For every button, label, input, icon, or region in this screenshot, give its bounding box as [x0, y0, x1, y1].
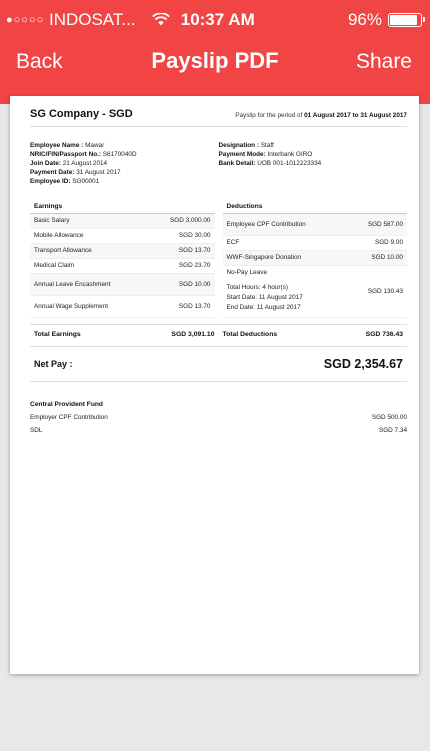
status-time: 10:37 AM [180, 10, 255, 29]
deductions-table [219, 200, 408, 318]
table-row: Annual Wage Supplement SGD 13.70 [30, 296, 215, 318]
signal-strength-icon: ●○○○○ [6, 14, 45, 26]
table-row: ECF SGD 9.00 [223, 236, 408, 251]
total-earnings-value: SGD 3,091.10 [171, 331, 215, 338]
page-title: Payslip PDF [151, 48, 279, 73]
employee-info [30, 141, 407, 186]
earnings-table [30, 200, 219, 318]
table-row: Employer CPF Contribution SGD 500.00 [30, 414, 407, 421]
wifi-icon [152, 10, 175, 29]
battery-percent: 96% [347, 10, 382, 29]
cpf-header: Central Provident Fund [30, 401, 103, 408]
employee-name: Mawar [85, 142, 105, 149]
payslip-document[interactable] [10, 96, 419, 674]
carrier-name: INDOSAT... [48, 10, 136, 29]
join-date: 21 August 2014 [62, 160, 108, 167]
nric-number: S6170040D [102, 151, 137, 158]
employee-info-right: Designation : Staff Payment Mode: Interbank GIRO Bank Detail: UOB 001-1012223334 [218, 142, 322, 167]
bottom-area [0, 688, 430, 751]
back-button[interactable]: Back [16, 50, 63, 73]
company-name: SG Company - SGD [30, 108, 133, 120]
designation: Staff [260, 142, 274, 149]
table-row: Medical Claim SGD 23.70 [30, 259, 215, 274]
net-pay [30, 347, 407, 382]
table-row: WWF-Singapore Donation SGD 10.00 [223, 251, 408, 266]
earnings-header: Earnings [30, 200, 215, 214]
net-pay-value: SGD 2,354.67 [323, 357, 403, 371]
no-pay-leave-row: No-Pay Leave Total Hours: 4 hour(s) Start Date: 11 August 2017 End Date: 11 August 2017 SGD 130.43 [223, 266, 408, 318]
table-row: Employee CPF Contribution SGD 587.00 [223, 214, 408, 236]
battery-icon [388, 13, 422, 27]
net-pay-label: Net Pay : [34, 359, 73, 369]
total-deductions-label: Total Deductions [222, 331, 278, 338]
table-row: Transport Allowance SGD 13.70 [30, 244, 215, 259]
bank-detail: UOB 001-1012223334 [257, 160, 322, 167]
status-bar [0, 8, 430, 32]
payslip-header [30, 108, 407, 127]
total-deductions-value: SGD 736.43 [365, 331, 403, 338]
table-row: Mobile Allowance SGD 30.00 [30, 229, 215, 244]
table-row: SDL SGD 7.34 [30, 427, 407, 434]
employee-info-left: Employee Name : Mawar NRIC/FIN/Passport No.: S6170040D Join Date: 21 August 2014 Payment Date: 31 August 2017 Employee ID: SG00001 [30, 142, 137, 185]
navigation-bar [0, 44, 430, 84]
share-button[interactable]: Share [355, 50, 412, 73]
deductions-header: Deductions [223, 200, 408, 214]
payment-mode: Interbank GIRO [267, 151, 313, 158]
table-row: Annual Leave Encashment SGD 10.00 [30, 274, 215, 296]
payment-date: 31 August 2017 [76, 169, 121, 176]
employee-id: SG00001 [72, 178, 100, 185]
table-row: Basic Salary SGD 3,000.00 [30, 214, 215, 229]
total-earnings-label: Total Earnings [34, 331, 81, 338]
earnings-deductions [30, 200, 407, 318]
top-bar [0, 0, 430, 104]
totals-row [30, 324, 407, 347]
pay-period: Payslip for the period of 01 August 2017 to 31 August 2017 [235, 112, 407, 119]
cpf-section [30, 398, 407, 437]
